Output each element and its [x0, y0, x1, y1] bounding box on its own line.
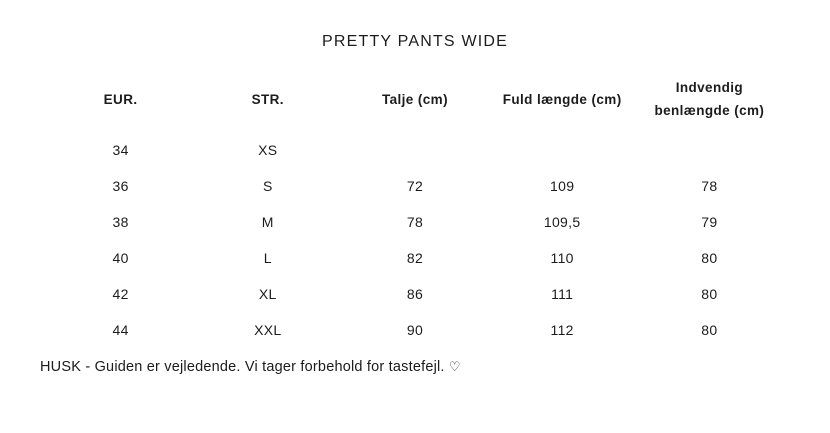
table-row — [47, 204, 783, 240]
table-cell: 78 — [406, 214, 424, 230]
table-cell: 90 — [406, 322, 424, 338]
table-row — [47, 168, 783, 204]
table-cell: 79 — [701, 214, 718, 230]
table-cell: 82 — [406, 250, 424, 266]
column-header-str: STR. — [251, 91, 284, 107]
header-row — [47, 68, 783, 132]
size-guide-table — [47, 68, 783, 348]
column-header-eur: EUR. — [103, 91, 138, 107]
table-cell: 80 — [701, 286, 718, 302]
table-cell: 109,5 — [543, 214, 581, 230]
column-header-talje: Talje (cm) — [381, 91, 448, 107]
column-header-fuld-laengde: Fuld længde (cm) — [502, 91, 622, 107]
table-cell: 34 — [112, 142, 129, 158]
table-row — [47, 132, 783, 168]
table-row — [47, 312, 783, 348]
heart-icon: ♡ — [448, 359, 461, 374]
table-cell: 78 — [701, 178, 718, 194]
table-cell: 111 — [551, 286, 574, 302]
table-cell: 38 — [112, 214, 129, 230]
column-header-indvendig-benlaengde: Indvendig benlængde (cm) — [654, 80, 765, 118]
table-cell: 72 — [406, 178, 424, 194]
table-cell: 44 — [112, 322, 129, 338]
table-cell — [636, 132, 783, 168]
table-cell: XS — [258, 142, 278, 158]
table-cell: L — [263, 250, 272, 266]
table-cell: XXL — [254, 322, 282, 338]
table-cell: S — [262, 178, 273, 194]
table-cell: M — [261, 214, 274, 230]
table-cell: 80 — [701, 250, 718, 266]
disclaimer-note — [0, 357, 830, 377]
table-cell: 42 — [112, 286, 129, 302]
table-cell: 109 — [550, 178, 575, 194]
disclaimer-text: HUSK - Guiden er vejledende. Vi tager forbehold for tastefejl. — [40, 359, 445, 375]
table-cell: 112 — [550, 322, 574, 338]
table-cell: 40 — [112, 250, 129, 266]
table-row — [47, 276, 783, 312]
table-row — [47, 240, 783, 276]
table-cell: 80 — [701, 322, 718, 338]
page-title: PRETTY PANTS WIDE — [321, 33, 509, 50]
table-cell: 110 — [550, 250, 574, 266]
table-cell: 86 — [406, 286, 424, 302]
table-cell — [489, 132, 636, 168]
table-cell — [341, 132, 488, 168]
table-cell: 36 — [112, 178, 129, 194]
table-cell: XL — [258, 286, 277, 302]
